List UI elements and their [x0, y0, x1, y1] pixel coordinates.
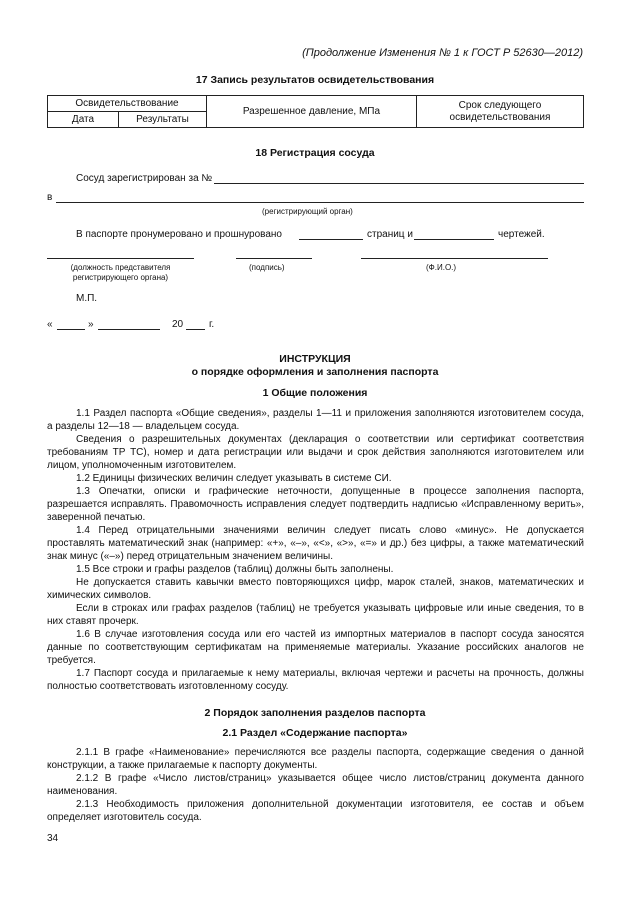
drawings-label: чертежей. [498, 229, 545, 240]
pages-label: страниц и [367, 229, 413, 240]
drawings-count-line [414, 239, 494, 240]
paragraph: 1.2 Единицы физических величин следует указывать в системе СИ. [76, 473, 392, 484]
paragraph: 2.1.1 В графе «Наименование» перечисляются все разделы паспорта, содержащие сведения о данной конструкции, а также прилагаемые к паспорту документы. [47, 747, 584, 771]
position-caption: (должность представителя регистрирующего органа) [70, 263, 171, 282]
col-date: Дата [48, 112, 119, 128]
section-2-title: 2 Порядок заполнения разделов паспорта [204, 707, 426, 719]
continuation-header: (Продолжение Изменения № 1 к ГОСТ Р 52630—2012) [302, 47, 583, 59]
pages-count-line [299, 239, 363, 240]
registering-body-caption: (регистрирующий орган) [262, 207, 353, 216]
paragraph: Если в строках или графах разделов (таблиц) не требуется указывать цифровые или иные сведения, то в них ставят прочерк. [47, 603, 584, 627]
paragraph: 2.1.2 В графе «Число листов/страниц» указывается общее число листов/страниц документа данного наименования. [47, 773, 584, 797]
name-line [361, 258, 548, 259]
date-year-prefix: 20 [172, 319, 184, 330]
paragraph: 1.7 Паспорт сосуда и прилагаемые к нему материалы, включая чертежи и расчеты на прочность, должны полностью соответствовать изготовленному сосуду. [47, 668, 584, 692]
paragraph: 1.3 Опечатки, описки и графические неточности, допущенные в процессе заполнения паспорта, разрешается исправлять. Правомочность исправления следует подтвердить надписью «Исправленному верить», заверенной печатью. [47, 486, 584, 523]
paragraph: 1.6 В случае изготовления сосуда или его частей из импортных материалов в паспорт сосуда заносятся данные по соответствующим сертификатам на применяемые материалы. Указание российских аналогов не требуется. [47, 629, 584, 666]
year-line [186, 329, 205, 330]
stamp-label: М.П. [76, 293, 98, 304]
col-pressure: Разрешенное давление, МПа [206, 96, 416, 128]
col-results: Результаты [119, 112, 207, 128]
section-1-title: 1 Общие положения [262, 387, 368, 399]
paragraph: 2.1.3 Необходимость приложения дополнительной документации изготовителя, ее состав и объем определяет изготовитель сосуда. [47, 799, 584, 823]
date-suffix: г. [209, 319, 215, 330]
instruction-subtitle: о порядке оформления и заполнения паспорта [191, 366, 439, 378]
month-line [98, 329, 160, 330]
section-2-1-title: 2.1 Раздел «Содержание паспорта» [222, 727, 408, 739]
in-label: в [47, 192, 53, 203]
registering-body-line [56, 202, 584, 203]
paragraph: Не допускается ставить кавычки вместо повторяющихся цифр, марок сталей, знаков, математических и химических символов. [47, 577, 584, 601]
paragraph: 1.1 Раздел паспорта «Общие сведения», разделы 1—11 и приложения заполняются изготовителем сосуда, а разделы 12—18 — владельцем сосуда. [47, 408, 584, 432]
page-number: 34 [47, 833, 59, 844]
day-line [57, 329, 85, 330]
instruction-title: ИНСТРУКЦИЯ [279, 353, 351, 365]
signature-caption: (подпись) [249, 263, 285, 272]
section-2-1-body [47, 746, 584, 824]
section-17-title: 17 Запись результатов освидетельствования [195, 74, 435, 86]
numbered-label: В паспорте пронумеровано и прошнуровано [76, 229, 282, 240]
paragraph: 1.4 Перед отрицательными значениями величин следует писать слово «минус». Не допускается проставлять математический знак (например: «+», «–», «<», «>», «=» и др.) без цифры, а также математический знак минус («–») перед отрицательным значением величины. [47, 525, 584, 562]
section-1-body [47, 407, 584, 693]
date-close-quote: » [88, 319, 94, 330]
col-next-inspection: Срок следующего освидетельствования [416, 96, 583, 128]
signature-line [236, 258, 312, 259]
date-open-quote: « [47, 319, 53, 330]
name-caption: (Ф.И.О.) [426, 263, 457, 272]
section-18-title: 18 Регистрация сосуда [255, 147, 375, 159]
paragraph: 1.5 Все строки и графы разделов (таблиц) должны быть заполнены. [76, 564, 394, 575]
paragraph: Сведения о разрешительных документах (декларация о соответствии или сертификат соответствия требованиям ТР ТС), номер и дата регистрации или выдачи и срок действия заполняются изготовителем или лицом, уполномоченным изготовителем. [47, 434, 584, 471]
inspection-results-table [47, 95, 584, 128]
col-inspection: Освидетельствование [48, 96, 207, 112]
registered-label: Сосуд зарегистрирован за № [76, 173, 213, 184]
registration-number-line [214, 183, 584, 184]
position-line [47, 258, 194, 259]
